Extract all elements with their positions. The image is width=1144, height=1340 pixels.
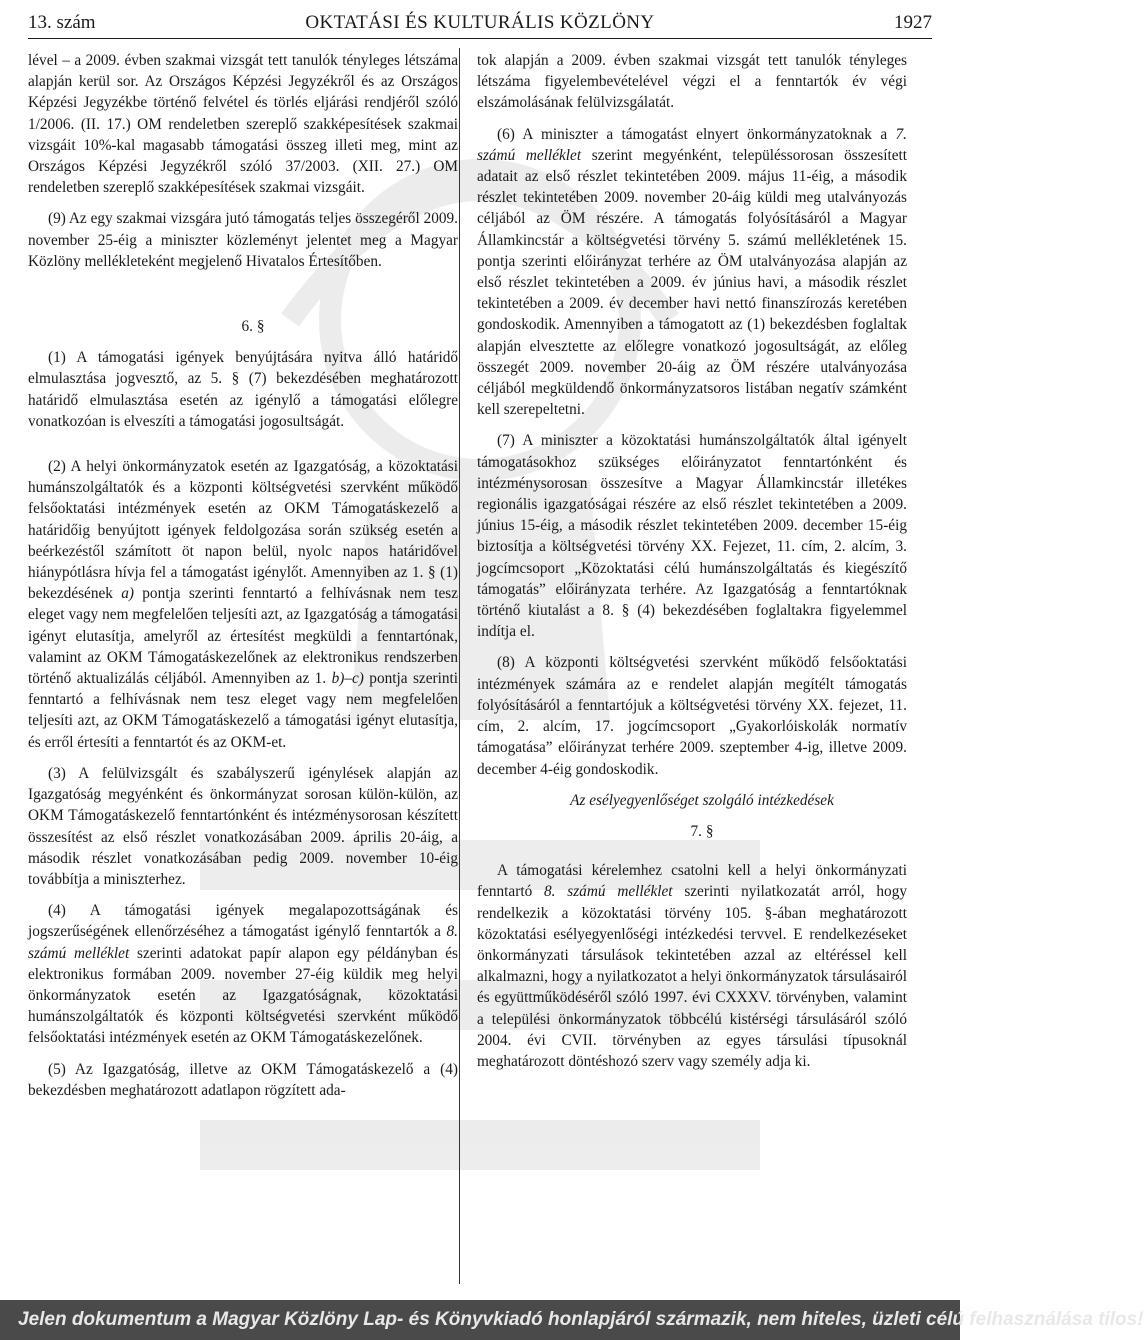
paragraph-6-6 [477,124,907,421]
paragraph-6-2-italic-b: b)–c) [331,670,364,688]
section-heading-7: 7. § [690,822,714,840]
paragraph-7-italic: 8. számú melléklet [544,883,673,901]
paragraph-6-2 [28,456,458,753]
paragraph-6-5: (5) Az Igazgatóság, illetve az OKM Támogatáskezelő a (4) bekezdésben meghatározott adatlapon rögzített ada- [28,1060,458,1099]
paragraph-6-4-part-b: szerinti adatokat papír alapon egy példányban és elektronikus formában 2009. november 27-éig küldik meg helyi önkormányzatok esetén az Igazgatóságnak, közoktatási humánszolgáltatók és központi költségvetési szervként működő felsőoktatási intézmények esetén az OKM Támogatáskezelőnek. [28,944,459,1047]
right-column [477,50,907,1082]
paragraph-6-4-part-a: (4) A támogatási igények megalapozottságának és jogszerűségének ellenőrzéséhez a támogatást igénylő fenntartók a [28,902,458,941]
paragraph-6-5-continued: tok alapján a 2009. évben szakmai vizsgát tett tanulók tényleges létszáma figyelembevételével végzi el a fenntartók év végi elszámolásának felülvizsgálatát. [477,52,907,112]
paragraph-6-3: (3) A felülvizsgált és szabályszerű igénylések alapján az Igazgatóság megyénként és önkormányzat sorosan külön-külön, az OKM Támogatáskezelő fenntartónként és intézménysorosan készített összesítést az első részlet vonatkozásában 2009. április 20-áig, a második részlet vonatkozásában pedig 2009. november 10-éig továbbítja a miniszterhez. [28,764,458,888]
paragraph-6-6-part-a: (6) A miniszter a támogatást elnyert önkormányzatoknak a [497,125,896,143]
paragraph-6-1: (1) A támogatási igények benyújtására nyitva álló határidő elmulasztása jogvesztő, az 5. § (7) bekezdésében meghatározott határidő elmulasztása esetén az igénylő a támogatási előlegre vonatkozóan is elveszíti a támogatási jogosultságát. [28,349,458,430]
paragraph-6-8: (8) A központi költségvetési szervként működő felsőoktatási intézmények számára az e rendelet alapján megítélt támogatás folyósításáról a fenntartójuk a költségvetési törvény XX. fejezet, 11. cím, 2. alcím, 17. jogcímcsoport „Gyakorlóiskolák normatív támogatása” előirányzat terhére 2009. szeptember 4-ig, illetve 2009. december 4-éig gondoskodik. [477,654,907,778]
paragraph-6-2-part-b: pontja szerinti fenntartó a felhívásnak nem tesz eleget vagy nem megfelelően teljesíti azt, az Igazgatóság a támogatási igényt elutasítja, amelyről az értesítést megküldi a fenntartónak, valamint az OKM Támogatáskezelőnek az elektronikus rendszerben történő aktualizálás céljából. Amennyiben az 1. [28,585,458,688]
paragraph-6-4-italic: 8. számú melléklet [28,923,458,962]
paragraph-6-4 [28,900,458,1048]
publication-title: OKTATÁSI ÉS KULTURÁLIS KÖZLÖNY [305,12,655,33]
paragraph-6-2-part-c: pontja szerinti fenntartó a felhívásnak nem tesz eleget vagy nem megfelelően teljesíti azt, az OKM Támogatáskezelő a támogatási igényt elutasítja, és erről értesíti a fenntartót és az OKM-et. [28,670,458,751]
section-heading-6: 6. § [241,318,265,336]
issue-number: 13. szám [28,12,96,33]
subheading-equal-opportunity: Az esélyegyenlőséget szolgáló intézkedések [570,791,834,809]
page-number: 1927 [894,12,932,33]
paragraph-6-2-part-a: (2) A helyi önkormányzatok esetén az Igazgatóság, a közoktatási humánszolgáltatók és a központi költségvetési szervként működő felsőoktatási intézmények esetén az OKM Támogatáskezelő a határidőig benyújtott igények feldolgozása során szükség esetén a beérkezéstől számított öt napon belül, nyolc napos határidővel hiánypótlásra hívja fel a támogatást igénylőt. Amennyiben az 1. § (1) bekezdésének [28,458,458,603]
disclaimer-banner: Jelen dokumentum a Magyar Közlöny Lap- és Könyvkiadó honlapjáról származik, nem hiteles, üzleti célú felhasználása tilos! [0,1300,960,1340]
paragraph-continued: lével – a 2009. évben szakmai vizsgát tett tanulók tényleges létszáma alapján kerül sor. Az Országos Képzési Jegyzékről és az Országos Képzési Jegyzékbe történő felvétel és törlés eljárási rendjéről szóló 1/2006. (II. 17.) OM rendeletben szereplő szakképesítések szakmai vizsgáit 10%-kal magasabb támogatási összeg illeti meg, mint az Országos Képzési Jegyzékről szóló 37/2003. (XII. 27.) OM rendeletben szereplő szakképesítések szakmai vizsgáit. [28,52,458,197]
paragraph-7-part-b: szerinti nyilatkozatát arról, hogy rendelkezik a közoktatási törvény 105. §-ában meghatározott közoktatási esélyegyenlőségi intézkedési tervvel. E rendelkezéseket önkormányzati társulások tekintetében azzal az eltéréssel kell alkalmazni, hogy a nyilatkozatot a helyi önkormányzatok társulásairól és együttműködéséről szóló 1997. évi CXXXV. törvényben, valamint a települési önkormányzatok többcélú kistérségi társulásáról szóló 2004. évi CVII. törvényben az egyes társulási típusoknál meghatározott döntéshozó szerv vagy személy adja ki. [477,883,908,1070]
page-header [28,6,932,39]
paragraph-7 [477,860,907,1072]
paragraph-6-7: (7) A miniszter a közoktatási humánszolgáltatók által igényelt támogatásokhoz szükséges előirányzatot fenntartónként és intézménysorosan összesítve a Magyar Államkincstár illetékes regionális igazgatóságai részére az első részlet tekintetében a 2009. június 15-éig, a második részlet tekintetében 2009. december 15-éig biztosítja a költségvetési törvény XX. Fejezet, 11. cím, 2. alcím, 3. jogcímcsoport „Közoktatási célú humánszolgáltatás és kiegészítő támogatás” előirányzata terhére. Az Igazgatóság a fenntartóknak történő kiutalást a 8. § (4) bekezdésében foglaltakra figyelemmel indítja el. [477,432,907,641]
paragraph-6-6-italic: 7. számú melléklet [477,125,907,164]
paragraph-6-2-italic-a: a) [121,585,134,603]
paragraph-7-part-a: A támogatási kérelemhez csatolni kell a helyi önkormányzati fenntartó [477,862,907,901]
paragraph-9: (9) Az egy szakmai vizsgára jutó támogatás teljes összegéről 2009. november 25-éig a miniszter közleményt jelentet meg a Magyar Közlöny mellékleteként megjelenő Hivatalos Értesítőben. [28,210,458,270]
left-column [28,50,458,1111]
column-divider [459,48,460,1284]
paragraph-6-6-part-b: szerint megyénként, településsorosan összesített adatait az első részlet tekintetében 2009. május 11-éig, a második részlet tekintetében 2009. november 20-áig küldi meg utalványozás céljából az ÖM részére. A támogatás folyósításáról a Magyar Államkincstár a költségvetési törvény 5. számú mellékletének 15. pontja szerinti előirányzat terhére az ÖM utalványozása alapján az első részlet tekintetében a 2009. év június havi, a második részlet tekintetében a 2009. év december havi nettó finanszírozás keretében gondoskodik. Amennyiben a támogatott az (1) bekezdésben foglaltak alapján elvesztette az előlegre vonatkozó jogosultságát, az előleg összegét 2009. november 20-áig az ÖM részére utalványozása céljából megküldendő önkormányzatsoros listában negatív számként kell szerepeltetni. [477,146,908,419]
